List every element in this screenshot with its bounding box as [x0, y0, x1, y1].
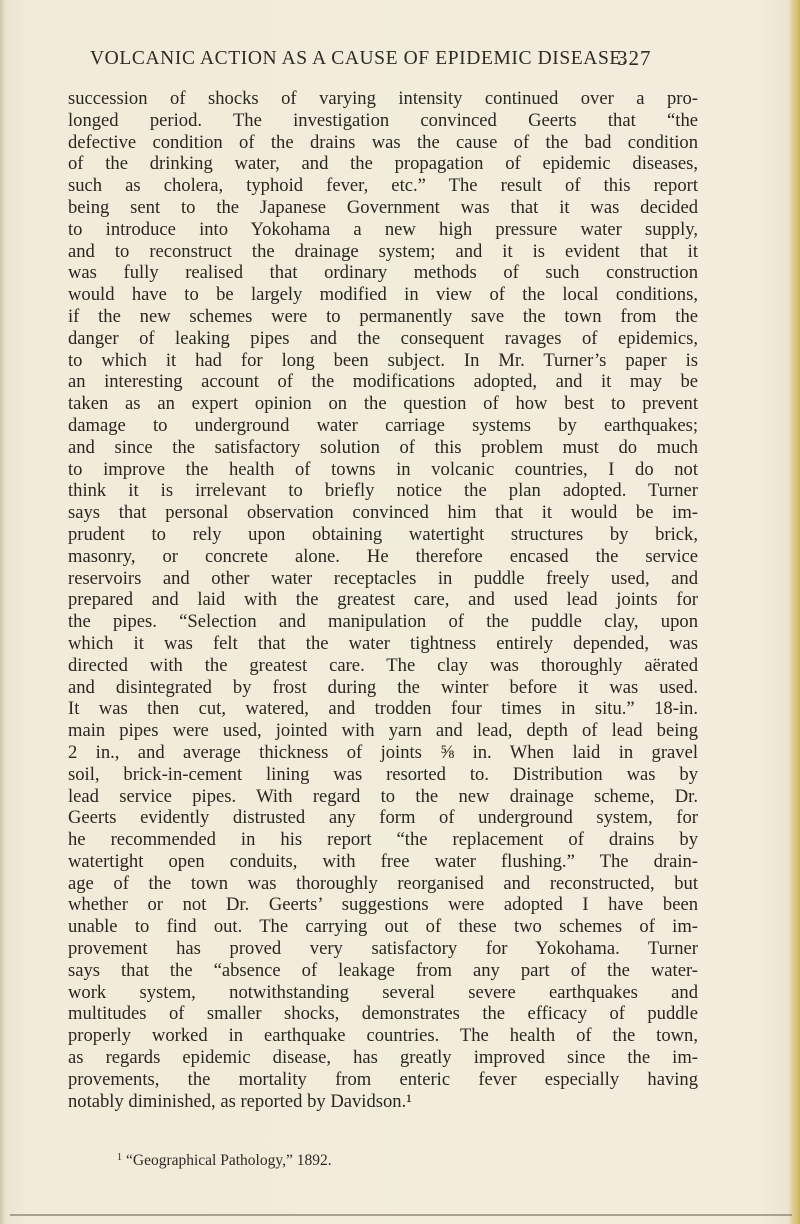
page-gutter-shadow [0, 0, 6, 1224]
text-line: provements, the mortality from enteric fever especially having [68, 1068, 698, 1090]
text-line: main pipes were used, jointed with yarn and lead, depth of lead being [68, 720, 698, 742]
text-line: unable to find out. The carrying out of these two schemes of im- [68, 916, 698, 938]
text-line: watertight open conduits, with free water flushing.” The drain- [68, 850, 698, 872]
text-line: and since the satisfactory solution of this problem must do much [68, 436, 698, 458]
text-line: notably diminished, as reported by Davidson.¹ [68, 1090, 412, 1112]
text-line: to which it had for long been subject. In Mr. Turner’s paper is [68, 349, 698, 371]
text-line: such as cholera, typhoid fever, etc.” The result of this report [68, 175, 698, 197]
text-line: think it is irrelevant to briefly notice the plan adopted. Turner [68, 480, 698, 502]
text-line: which it was felt that the water tightness entirely depended, was [68, 632, 698, 654]
text-line: and disintegrated by frost during the winter before it was used. [68, 676, 698, 698]
text-line: an interesting account of the modifications adopted, and it may be [68, 371, 698, 393]
text-line: to introduce into Yokohama a new high pressure water supply, [68, 218, 698, 240]
text-line: soil, brick-in-cement lining was resorted to. Distribution was by [68, 763, 698, 785]
text-line: prepared and laid with the greatest care, and used lead joints for [68, 589, 698, 611]
text-line: of the drinking water, and the propagation of epidemic diseases, [68, 153, 698, 175]
body-text [68, 88, 698, 1112]
text-line: was fully realised that ordinary methods of such construction [68, 262, 698, 284]
text-line: defective condition of the drains was the cause of the bad condition [68, 131, 698, 153]
text-line: work system, notwithstanding several severe earthquakes and [68, 981, 698, 1003]
text-line: provement has proved very satisfactory for Yokohama. Turner [68, 938, 698, 960]
text-line: longed period. The investigation convinced Geerts that “the [68, 109, 698, 131]
text-line: if the new schemes were to permanently save the town from the [68, 305, 698, 327]
text-line: properly worked in earthquake countries. The health of the town, [68, 1025, 698, 1047]
text-line: damage to underground water carriage systems by earthquakes; [68, 414, 698, 436]
running-head-title: VOLCANIC ACTION AS A CAUSE OF EPIDEMIC DISEASE. [90, 48, 628, 69]
text-line: would have to be largely modified in view of the local conditions, [68, 284, 698, 306]
text-line: 2 in., and average thickness of joints ⅝ in. When laid in gravel [68, 741, 698, 763]
text-line: succession of shocks of varying intensity continued over a pro- [68, 88, 698, 109]
footnote [117, 1152, 332, 1170]
text-line: whether or not Dr. Geerts’ suggestions were adopted I have been [68, 894, 698, 916]
text-line: reservoirs and other water receptacles in puddle freely used, and [68, 567, 698, 589]
text-line: and to reconstruct the drainage system; and it is evident that it [68, 240, 698, 262]
text-line: says that personal observation convinced him that it would be im- [68, 502, 698, 524]
text-line: age of the town was thoroughly reorganised and reconstructed, but [68, 872, 698, 894]
page-edge [788, 0, 800, 1224]
text-line: being sent to the Japanese Government was that it was decided [68, 196, 698, 218]
bottom-rule [10, 1214, 792, 1216]
text-line: to improve the health of towns in volcanic countries, I do not [68, 458, 698, 480]
text-line: prudent to rely upon obtaining watertight structures by brick, [68, 523, 698, 545]
text-line: as regards epidemic disease, has greatly improved since the im- [68, 1047, 698, 1069]
text-line: Geerts evidently distrusted any form of underground system, for [68, 807, 698, 829]
footnote-text: “Geographical Pathology,” 1892. [126, 1152, 332, 1169]
text-line: the pipes. “Selection and manipulation of the puddle clay, upon [68, 611, 698, 633]
text-line: It was then cut, watered, and trodden four times in situ.” 18-in. [68, 698, 698, 720]
text-line: taken as an expert opinion on the question of how best to prevent [68, 393, 698, 415]
text-line: masonry, or concrete alone. He therefore encased the service [68, 545, 698, 567]
text-line: he recommended in his report “the replacement of drains by [68, 829, 698, 851]
text-line: says that the “absence of leakage from any part of the water- [68, 959, 698, 981]
text-line: lead service pipes. With regard to the new drainage scheme, Dr. [68, 785, 698, 807]
text-line: directed with the greatest care. The clay was thoroughly aërated [68, 654, 698, 676]
footnote-marker: 1 [117, 1152, 122, 1163]
text-line: multitudes of smaller shocks, demonstrates the efficacy of puddle [68, 1003, 698, 1025]
text-line: danger of leaking pipes and the consequent ravages of epidemics, [68, 327, 698, 349]
running-head [90, 48, 650, 70]
page-number: 327 [617, 46, 652, 70]
